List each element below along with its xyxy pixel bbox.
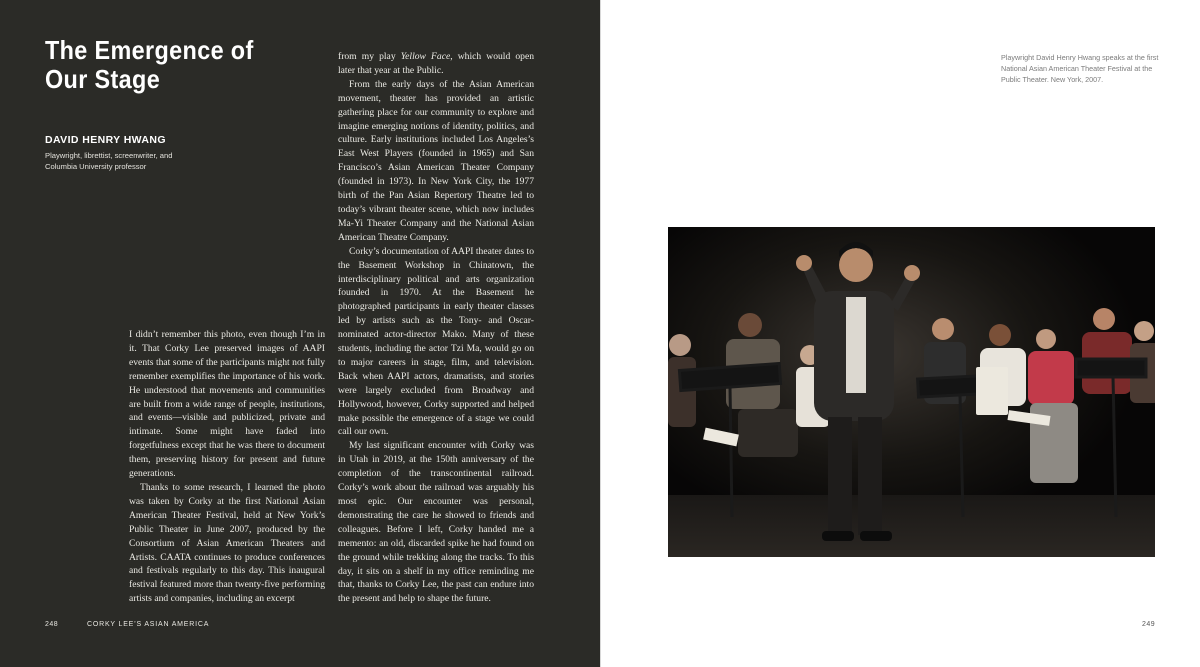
photo-caption: Playwright David Henry Hwang speaks at the first National Asian American Theater Festival at the Public Theater. New York, 2007. (1001, 53, 1159, 85)
page-number-right: 249 (1142, 621, 1156, 628)
paragraph: Thanks to some research, I learned the photo was taken by Corky at the first National Asian American Theater Festival, held at New York’s Public Theater in June 2007, produced by the Consortium of Asian American Theaters and Artists. CAATA continues to produce conferences and festivals regularly to this day. This inaugural festival featured more than twenty-five performing artists and companies, including an excerpt (129, 481, 325, 605)
text-run: , which would open later that year at the Public. (338, 51, 534, 76)
page-number-left: 248 (45, 621, 59, 628)
right-page (600, 0, 1200, 667)
chapter-title: The Emergence of Our Stage (45, 35, 254, 94)
paragraph: I didn’t remember this photo, even though I’m in it. That Corky Lee preserved images of AAPI events that some of the participants might not fully remember exemplifies the importance of his work. He understood that movements and communities are built from a wide range of people, institutions, and events—visible and publicized, private and intimate. Some might have faded into forgetfulness except that he was there to document them, preserving history for present and future generations. (129, 329, 325, 480)
play-title: Yellow Face (400, 51, 451, 62)
body-column-1 (129, 328, 325, 606)
stage-photograph (668, 227, 1155, 557)
paragraph: My last significant encounter with Corky was in Utah in 2019, at the 150th anniversary of the completion of the transcontinental railroad. Corky’s work about the railroad was arguably his most epic. Our encounter was personal, demonstrating the care he showed to friends and colleagues. Before I left, Corky handed me a memento: an old, discarded spike he had found on the ground while trekking along the tracks. To this day, it sits on a shelf in my office reminding me that, thanks to Corky Lee, the past can endure into the present and help to shape the future. (338, 440, 534, 605)
stage-photograph-illustration (668, 227, 1155, 557)
author-name: DAVID HENRY HWANG (45, 134, 166, 146)
body-column-2 (338, 50, 534, 606)
paragraph: From the early days of the Asian American movement, theater has provided an artistic gathering place for our community to explore and imagine emerging notions of identity, politics, and culture. Early institutions included Los Angeles’s East West Players (founded in 1965) and San Francisco’s Asian American Theater Company (founded in 1973). In New York City, the 1977 birth of the Pan Asian Repertory Theatre led to today’s vibrant theater scene, which now includes Ma-Yi Theater Company and the National Asian American Theatre Company. (338, 78, 534, 243)
paragraph: Corky’s documentation of AAPI theater dates to the Basement Workshop in Chinatown, the interdisciplinary political and arts organization founded in 1970. At the Basement he photographed participants in early theater classes led by artists such as the Tony- and Oscar-nominated actor-director Mako. Many of these students, including the actor Tzi Ma, would go on to major careers in stage, film, and television. Back when AAPI actors, dramatists, and stories were largely excluded from Broadway and Hollywood, however, Corky supported and helped make possible the emergence of a stage we could call our own. (338, 245, 534, 438)
text-run: from my play (338, 51, 401, 62)
author-description: Playwright, librettist, screenwriter, and Columbia University professor (45, 151, 173, 171)
running-head: CORKY LEE’S ASIAN AMERICA (87, 621, 210, 628)
paragraph-continued (338, 50, 534, 78)
